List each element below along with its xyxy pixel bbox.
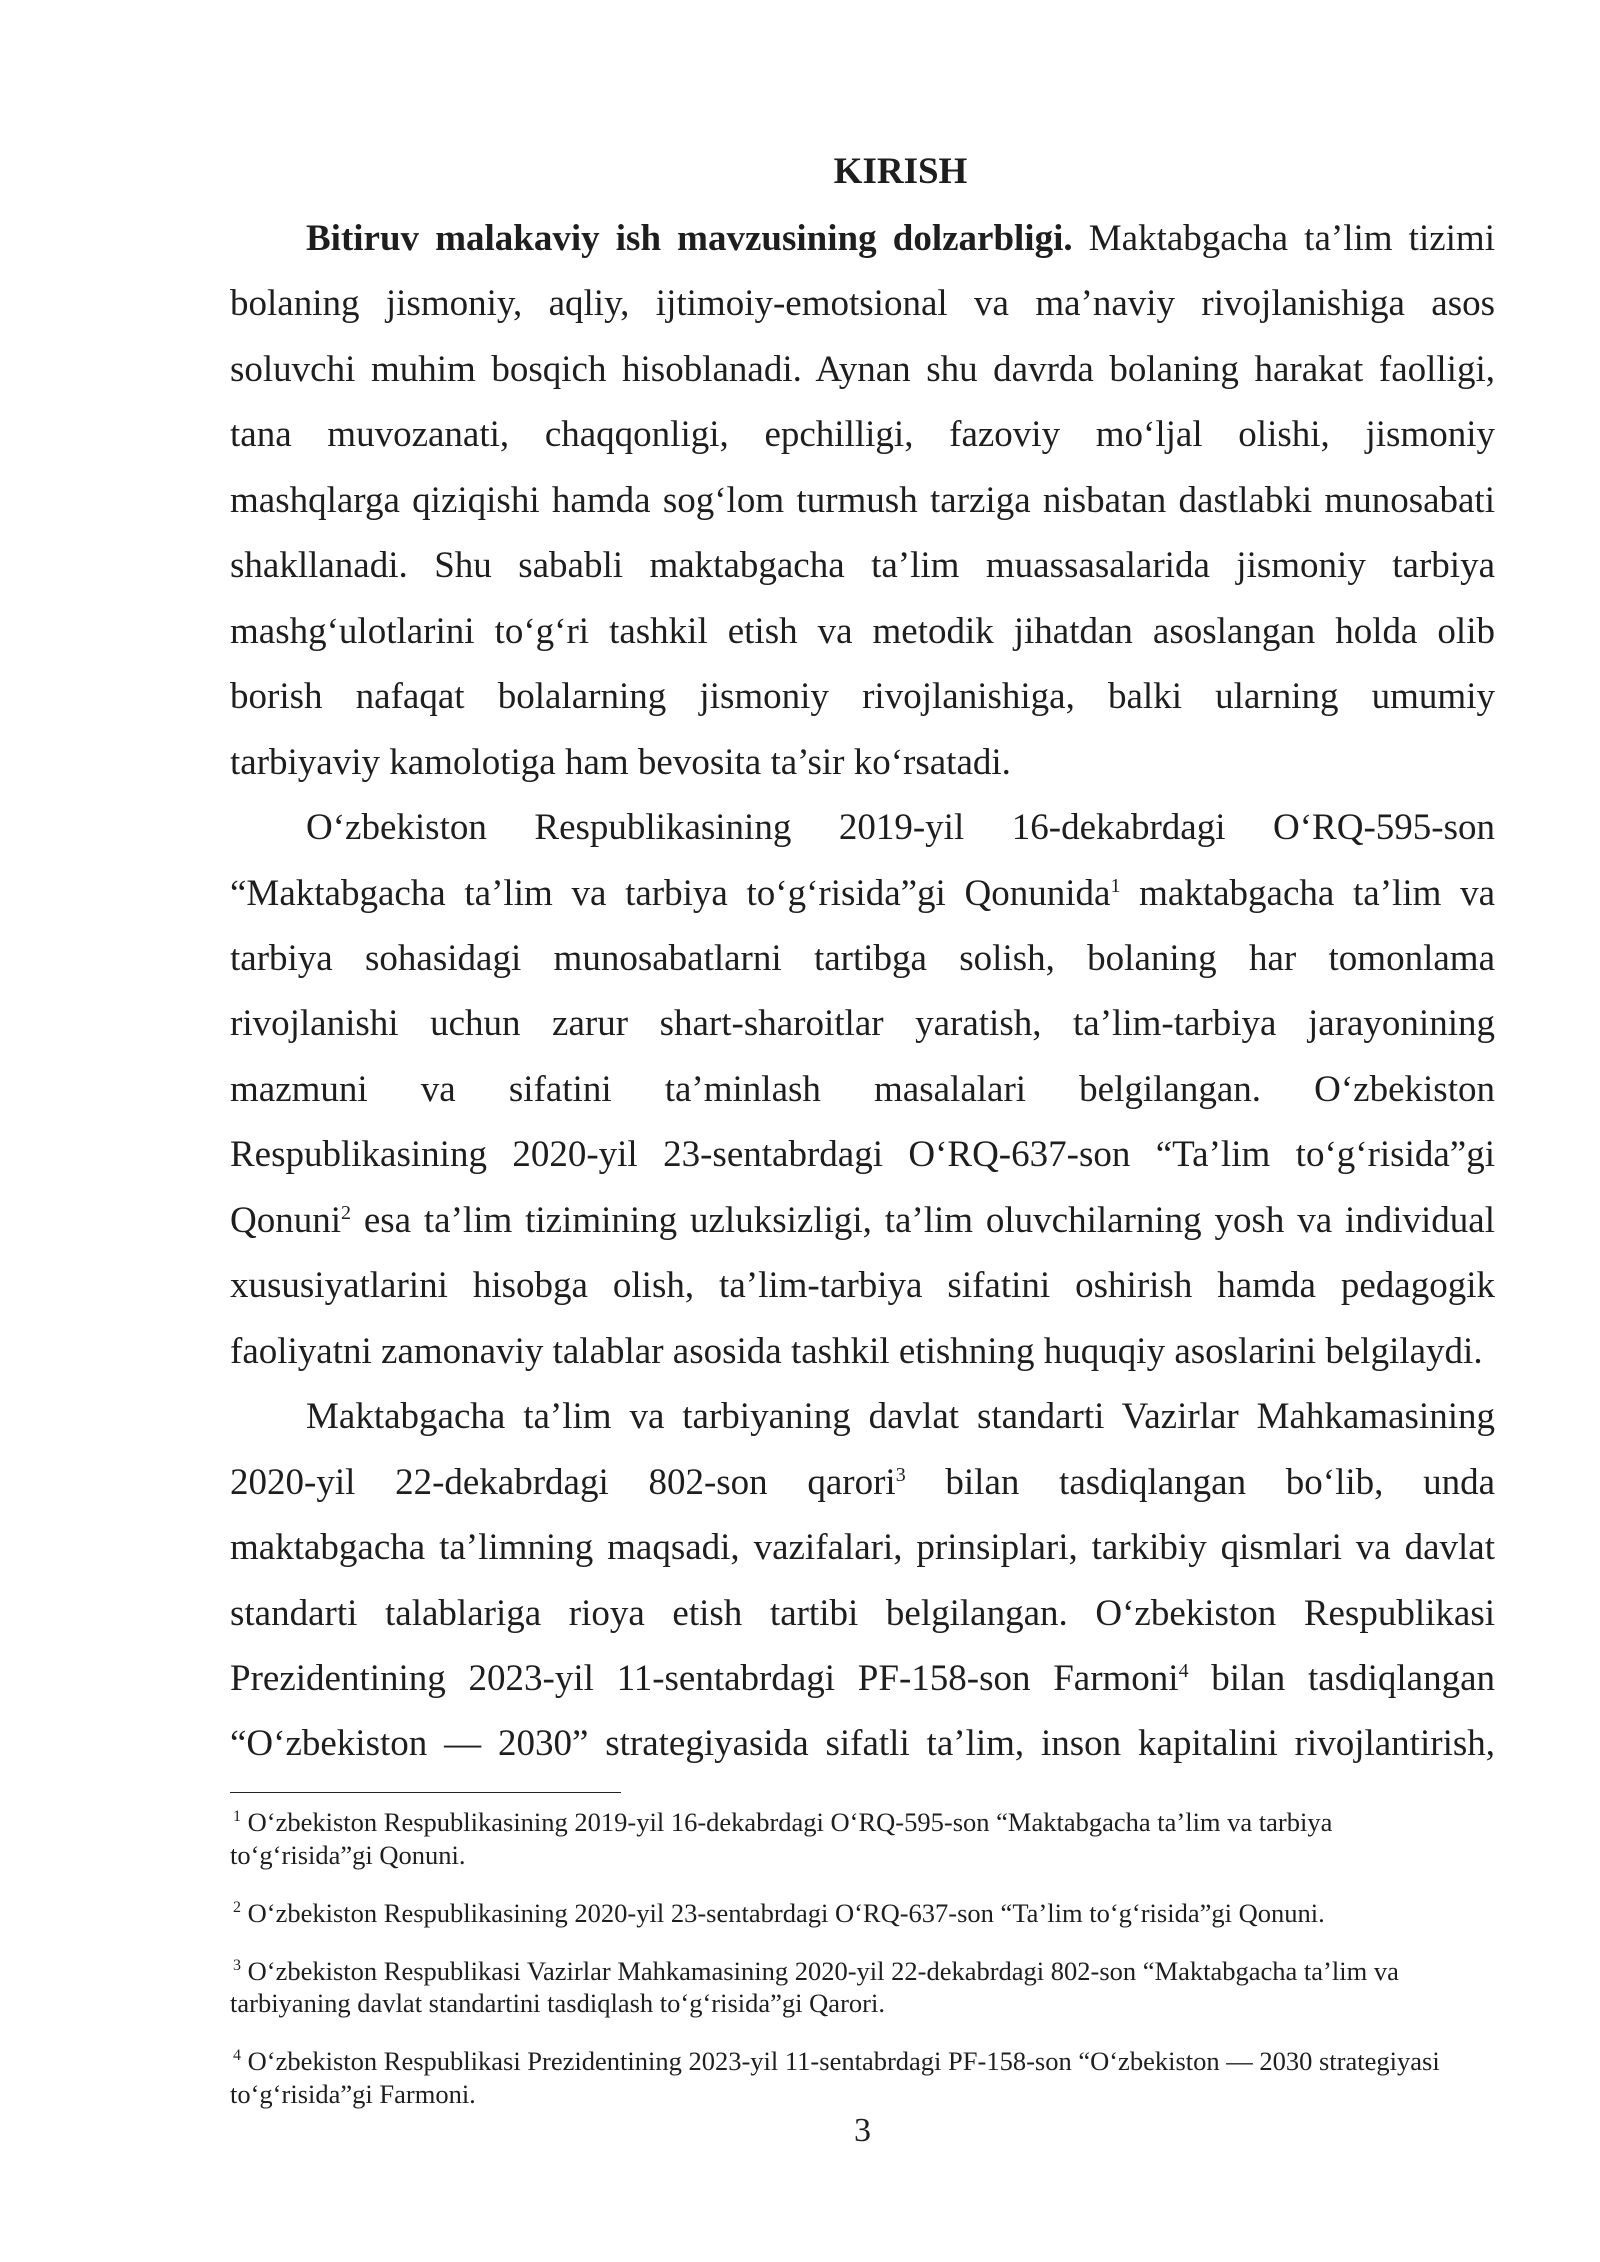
footnotes [230,1806,1495,2136]
footnote-line: to‘g‘risida”gi Qonuni. [230,1839,466,1870]
body-line: standarti talablariga rioya etish tartibi belgilangan. O‘zbekiston Respublikasi [230,1592,1495,1634]
footnote-line [230,1806,1495,1839]
footnote [230,1806,1495,1871]
body-line: tarbiyaviy kamolotiga ham bevosita ta’sir ko‘rsatadi. [230,741,1011,783]
footnote-line [230,1955,1495,1988]
body-line: tarbiya sohasidagi munosabatlarni tartibga solish, bolaning har tomonlama [230,937,1495,979]
footnote [230,2045,1495,2110]
footnote-line [230,1897,1495,1930]
paragraph [230,795,1495,1384]
body-line: borish nafaqat bolalarning jismoniy rivojlanishiga, balki ularning umumiy [230,676,1495,718]
body-line: tana muvozanati, chaqqonligi, epchilligi, fazoviy mo‘ljal olishi, jismoniy [230,414,1495,456]
footnote-mark: 2 [233,1898,241,1916]
footnote-ref: 3 [895,1463,906,1486]
document-body [230,206,1495,1777]
footnote-line: to‘g‘risida”gi Farmoni. [230,2078,476,2109]
body-line [230,1646,1495,1711]
line-text: 2020-yil 22-dekabrdagi 802-son qarori [230,1461,896,1503]
line-text: bilan tasdiqlangan [1211,1657,1495,1699]
line-text: “Maktabgacha ta’lim va tarbiya to‘g‘risida”gi Qonunida [230,872,1111,914]
footnote-ref: 2 [341,1201,351,1224]
footnote-separator [230,1792,621,1793]
body-line [230,861,1495,926]
footnote-line: tarbiyaning davlat standartini tasdiqlash to‘g‘risida”gi Qarori. [230,1988,885,2018]
body-line [230,1450,1495,1515]
footnote-text: O‘zbekiston Respublikasining 2020-yil 23-sentabrdagi O‘RQ-637-son “Ta’lim to‘g‘risida”gi Qonuni. [247,1897,1325,1928]
body-line [230,206,1495,271]
line-text: maktabgacha ta’lim va [1139,872,1495,914]
paragraph [230,1384,1495,1777]
footnote-mark: 1 [233,1808,241,1825]
footnote-text: O‘zbekiston Respublikasi Vazirlar Mahkamasining 2020-yil 22-dekabrdagi 802-son “Maktabgacha ta’lim va [247,1955,1399,1986]
body-line [230,1188,1495,1253]
footnote-ref: 4 [1178,1659,1189,1682]
body-line: Maktabgacha ta’lim va tarbiyaning davlat standarti Vazirlar Mahkamasining [306,1396,1495,1438]
body-line: maktabgacha ta’limning maqsadi, vazifalari, prinsiplari, tarkibiy qismlari va davlat [230,1527,1495,1569]
line-text: esa ta’lim tizimining uzluksizligi, ta’lim oluvchilarning yosh va individual [363,1199,1495,1241]
line-text: bilan tasdiqlangan bo‘lib, unda [945,1461,1495,1503]
body-line: soluvchi muhim bosqich hisoblanadi. Aynan shu davrda bolaning harakat faolligi, [230,348,1495,390]
line-text: Prezidentining 2023-yil 11-sentabrdagi PF-158-son Farmoni [230,1657,1179,1699]
section-lead: Bitiruv malakaviy ish mavzusining dolzarbligi. [306,218,1073,259]
body-line: rivojlanishi uchun zarur shart-sharoitlar yaratish, ta’lim-tarbiya jarayonining [230,1003,1495,1045]
body-line: xususiyatlarini hisobga olish, ta’lim-tarbiya sifatini oshirish hamda pedagogik [230,1265,1495,1307]
footnote [230,1897,1495,1930]
line-text: Qonuni [230,1199,341,1241]
footnote-text: O‘zbekiston Respublikasining 2019-yil 16-dekabrdagi O‘RQ-595-son “Maktabgacha ta’lim va tarbiya [247,1807,1333,1837]
footnote-text: O‘zbekiston Respublikasi Prezidentining 2023-yil 11-sentabrdagi PF-158-son “O‘zbekiston — 2030 strategiyasi [247,2046,1440,2076]
footnote-ref: 1 [1110,874,1121,897]
body-line: bolaning jismoniy, aqliy, ijtimoiy-emotsional va ma’naviy rivojlanishiga asos [230,283,1495,325]
body-line: Respublikasining 2020-yil 23-sentabrdagi O‘RQ-637-son “Ta’lim to‘g‘risida”gi [230,1134,1495,1176]
footnote [230,1955,1495,2020]
paragraph [230,206,1495,795]
footnote-line [230,2045,1495,2078]
body-line: mashg‘ulotlarini to‘g‘ri tashkil etish va metodik jihatdan asoslangan holda olib [230,610,1495,652]
body-line: shakllanadi. Shu sababli maktabgacha ta’lim muassasalarida jismoniy tarbiya [230,545,1495,587]
body-line: “O‘zbekiston — 2030” strategiyasida sifatli ta’lim, inson kapitalini rivojlantirish, [230,1723,1495,1765]
page-heading: KIRISH [833,151,968,192]
body-line: mashqlarga qiziqishi hamda sog‘lom turmush tarziga nisbatan dastlabki munosabati [230,479,1495,521]
page-number: 3 [854,2112,871,2149]
footnote-mark: 4 [233,2047,241,2064]
line-text: Maktabgacha ta’lim tizimi [1088,218,1495,259]
body-line: O‘zbekiston Respublikasining 2019-yil 16-dekabrdagi O‘RQ-595-son [306,807,1495,849]
body-line: mazmuni va sifatini ta’minlash masalalari belgilangan. O‘zbekiston [230,1068,1495,1110]
footnote-mark: 3 [233,1956,241,1974]
body-line: faoliyatni zamonaviy talablar asosida tashkil etishning huquqiy asoslarini belgilaydi. [230,1330,1483,1372]
